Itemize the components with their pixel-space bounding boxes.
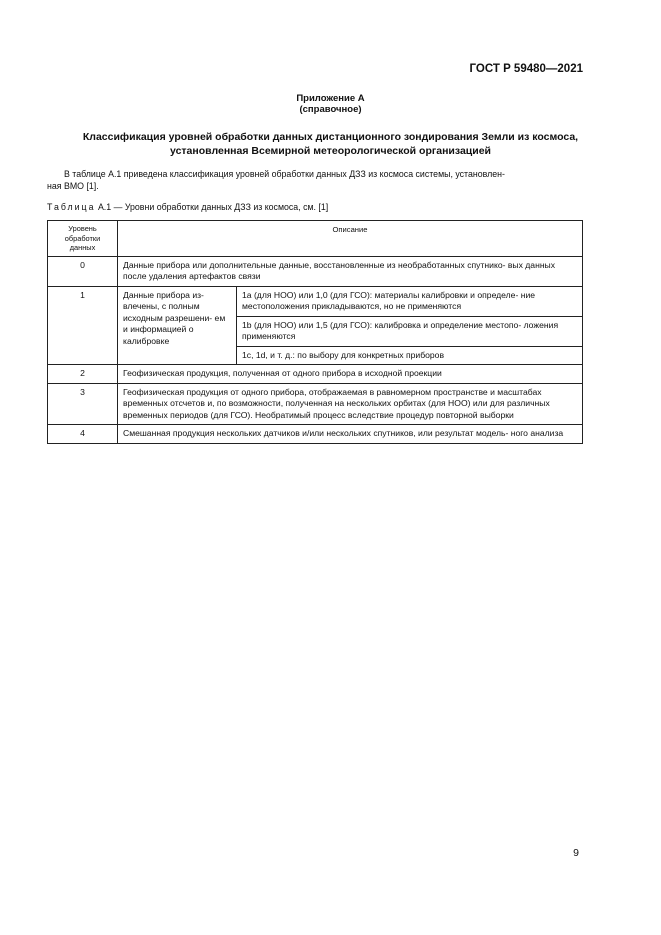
table-caption (47, 202, 328, 212)
standard-number: ГОСТ Р 59480—2021 (469, 63, 583, 75)
row-description: Данные прибора или дополнительные данные, восстановленные из необработанных спутнико- вых данных после удаления артефактов связи (118, 256, 583, 286)
table-row (48, 425, 583, 444)
row-description: Смешанная продукция нескольких датчиков и/или нескольких спутников, или результат модель- ного анализа (118, 425, 583, 444)
section-heading-line1: Классификация уровней обработки данных дистанционного зондирования Земли из космоса, (82, 131, 579, 143)
row-level: 0 (48, 256, 118, 286)
processing-levels-table (47, 220, 583, 444)
intro-line2: ная ВМО [1]. (47, 181, 99, 191)
row-level: 2 (48, 365, 118, 384)
sublevel-1c: 1с, 1d, и т. д.: по выбору для конкретных приборов (237, 346, 583, 365)
row-level: 1 (48, 286, 118, 365)
table-caption-label: Таблица (47, 202, 96, 212)
header-level-line2: обработки (64, 233, 101, 243)
table-header-row (48, 221, 583, 257)
intro-line1: В таблице А.1 приведена классификация уровней обработки данных ДЗЗ из космоса системы, установлен- (64, 169, 505, 179)
section-heading-line2: установленная Всемирной метеорологической организацией (169, 145, 491, 157)
row-description: Геофизическая продукция от одного прибора, отображаемая в равномерном пространстве и масштабах временных отсчетов и, по возможности, полученная на нескольких орбитах (для НОО) или для различных временных периодов (для ГСО). Необратимый процесс вследствие процедур повторной выборки (118, 383, 583, 425)
row-level: 4 (48, 425, 118, 444)
section-heading (60, 130, 601, 158)
table-row (48, 256, 583, 286)
row-description: Данные прибора из- влечены, с полным исходным разрешени- ем и информацией о калибровке (118, 286, 237, 365)
table-row (48, 365, 583, 384)
table-row (48, 383, 583, 425)
header-level-line3: данных (69, 243, 96, 252)
table-caption-text: А.1 — Уровни обработки данных ДЗЗ из космоса, см. [1] (95, 202, 329, 212)
appendix-title: Приложение А (296, 93, 365, 104)
page-number: 9 (573, 847, 579, 859)
header-description: Описание (118, 221, 583, 257)
appendix-subtitle: (справочное) (299, 104, 362, 115)
sublevel-1b: 1b (для НОО) или 1,5 (для ГСО): калибровка и определение местопо- ложения применяются (237, 316, 583, 346)
header-level (48, 221, 118, 257)
sublevel-1a: 1а (для НОО) или 1,0 (для ГСО): материалы калибровки и определе- ние местоположения прикладываются, но не применяются (237, 286, 583, 316)
appendix-title-block (0, 93, 661, 115)
intro-paragraph (47, 168, 583, 192)
row-description: Геофизическая продукция, полученная от одного прибора в исходной проекции (118, 365, 583, 384)
header-level-line1: Уровень (68, 224, 97, 233)
row-level: 3 (48, 383, 118, 425)
table-row (48, 286, 583, 316)
